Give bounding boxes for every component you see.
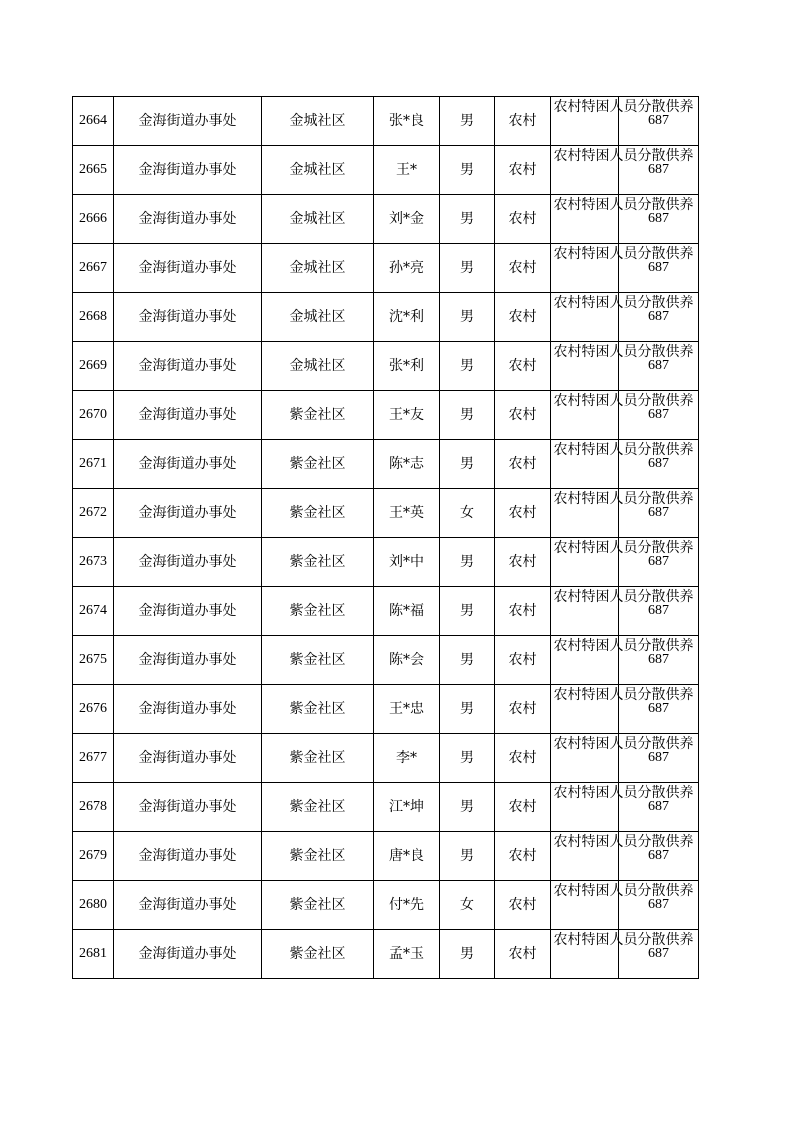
office-cell: 金海街道办事处: [114, 685, 262, 734]
person-name-cell: 陈*志: [374, 440, 440, 489]
amount-cell: 687: [619, 97, 699, 146]
amount-cell: 687: [619, 832, 699, 881]
table-row: [73, 293, 699, 342]
support-type-text: 农村特困人员分散供养: [553, 295, 694, 311]
row-number: 2679: [73, 832, 114, 881]
amount-cell: 687: [619, 587, 699, 636]
amount-cell: 687: [619, 734, 699, 783]
gender-cell: 男: [440, 930, 495, 979]
support-type-text: 农村特困人员分散供养: [553, 393, 694, 409]
gender-cell: 女: [440, 881, 495, 930]
office-cell: 金海街道办事处: [114, 195, 262, 244]
person-name-cell: 孟*玉: [374, 930, 440, 979]
table-row: [73, 244, 699, 293]
household-type-cell: 农村: [495, 440, 551, 489]
community-cell: 紫金社区: [262, 636, 374, 685]
community-cell: 紫金社区: [262, 783, 374, 832]
amount-cell: 687: [619, 930, 699, 979]
gender-cell: 男: [440, 832, 495, 881]
row-number: 2681: [73, 930, 114, 979]
person-name-cell: 王*友: [374, 391, 440, 440]
person-name-cell: 王*英: [374, 489, 440, 538]
row-number: 2671: [73, 440, 114, 489]
table-row: [73, 881, 699, 930]
person-name-cell: 王*忠: [374, 685, 440, 734]
person-name-cell: 王*: [374, 146, 440, 195]
table-row: [73, 391, 699, 440]
gender-cell: 女: [440, 489, 495, 538]
row-number: 2675: [73, 636, 114, 685]
amount-cell: 687: [619, 685, 699, 734]
amount-cell: 687: [619, 195, 699, 244]
amount-cell: 687: [619, 391, 699, 440]
community-cell: 金城社区: [262, 293, 374, 342]
household-type-cell: 农村: [495, 342, 551, 391]
office-cell: 金海街道办事处: [114, 146, 262, 195]
office-cell: 金海街道办事处: [114, 587, 262, 636]
office-cell: 金海街道办事处: [114, 391, 262, 440]
office-cell: 金海街道办事处: [114, 244, 262, 293]
row-number: 2667: [73, 244, 114, 293]
household-type-cell: 农村: [495, 244, 551, 293]
row-number: 2670: [73, 391, 114, 440]
table-row: [73, 440, 699, 489]
support-type-text: 农村特困人员分散供养: [553, 638, 694, 654]
gender-cell: 男: [440, 636, 495, 685]
household-type-cell: 农村: [495, 783, 551, 832]
gender-cell: 男: [440, 97, 495, 146]
row-number: 2672: [73, 489, 114, 538]
row-number: 2664: [73, 97, 114, 146]
person-name-cell: 张*利: [374, 342, 440, 391]
amount-cell: 687: [619, 244, 699, 293]
community-cell: 紫金社区: [262, 734, 374, 783]
row-number: 2680: [73, 881, 114, 930]
table-row: [73, 342, 699, 391]
person-name-cell: 刘*金: [374, 195, 440, 244]
community-cell: 紫金社区: [262, 391, 374, 440]
office-cell: 金海街道办事处: [114, 538, 262, 587]
amount-cell: 687: [619, 881, 699, 930]
support-type-text: 农村特困人员分散供养: [553, 785, 694, 801]
community-cell: 紫金社区: [262, 587, 374, 636]
gender-cell: 男: [440, 391, 495, 440]
support-type-text: 农村特困人员分散供养: [553, 540, 694, 556]
community-cell: 金城社区: [262, 195, 374, 244]
community-cell: 金城社区: [262, 244, 374, 293]
household-type-cell: 农村: [495, 489, 551, 538]
support-type-text: 农村特困人员分散供养: [553, 589, 694, 605]
table-row: [73, 832, 699, 881]
amount-cell: 687: [619, 440, 699, 489]
person-name-cell: 陈*会: [374, 636, 440, 685]
support-type-text: 农村特困人员分散供养: [553, 883, 694, 899]
amount-cell: 687: [619, 293, 699, 342]
gender-cell: 男: [440, 146, 495, 195]
support-type-text: 农村特困人员分散供养: [553, 736, 694, 752]
household-type-cell: 农村: [495, 538, 551, 587]
community-cell: 紫金社区: [262, 685, 374, 734]
support-type-text: 农村特困人员分散供养: [553, 687, 694, 703]
community-cell: 紫金社区: [262, 538, 374, 587]
table-row: [73, 195, 699, 244]
household-type-cell: 农村: [495, 293, 551, 342]
gender-cell: 男: [440, 685, 495, 734]
office-cell: 金海街道办事处: [114, 734, 262, 783]
office-cell: 金海街道办事处: [114, 881, 262, 930]
household-type-cell: 农村: [495, 881, 551, 930]
gender-cell: 男: [440, 734, 495, 783]
row-number: 2673: [73, 538, 114, 587]
amount-cell: 687: [619, 342, 699, 391]
row-number: 2677: [73, 734, 114, 783]
person-name-cell: 沈*利: [374, 293, 440, 342]
amount-cell: 687: [619, 783, 699, 832]
household-type-cell: 农村: [495, 146, 551, 195]
row-number: 2669: [73, 342, 114, 391]
support-type-text: 农村特困人员分散供养: [553, 442, 694, 458]
household-type-cell: 农村: [495, 97, 551, 146]
support-type-text: 农村特困人员分散供养: [553, 491, 694, 507]
gender-cell: 男: [440, 538, 495, 587]
table-row: [73, 489, 699, 538]
person-name-cell: 唐*良: [374, 832, 440, 881]
gender-cell: 男: [440, 783, 495, 832]
table-row: [73, 930, 699, 979]
amount-cell: 687: [619, 538, 699, 587]
table-row: [73, 538, 699, 587]
gender-cell: 男: [440, 293, 495, 342]
row-number: 2665: [73, 146, 114, 195]
community-cell: 紫金社区: [262, 440, 374, 489]
table-row: [73, 783, 699, 832]
amount-cell: 687: [619, 636, 699, 685]
table-row: [73, 734, 699, 783]
support-type-text: 农村特困人员分散供养: [553, 99, 694, 115]
person-name-cell: 付*先: [374, 881, 440, 930]
office-cell: 金海街道办事处: [114, 783, 262, 832]
person-name-cell: 孙*亮: [374, 244, 440, 293]
amount-cell: 687: [619, 146, 699, 195]
table-row: [73, 685, 699, 734]
table-row: [73, 587, 699, 636]
community-cell: 金城社区: [262, 146, 374, 195]
person-name-cell: 江*坤: [374, 783, 440, 832]
support-type-text: 农村特困人员分散供养: [553, 246, 694, 262]
household-type-cell: 农村: [495, 685, 551, 734]
office-cell: 金海街道办事处: [114, 342, 262, 391]
row-number: 2668: [73, 293, 114, 342]
community-cell: 金城社区: [262, 97, 374, 146]
gender-cell: 男: [440, 195, 495, 244]
gender-cell: 男: [440, 342, 495, 391]
gender-cell: 男: [440, 440, 495, 489]
office-cell: 金海街道办事处: [114, 97, 262, 146]
community-cell: 紫金社区: [262, 832, 374, 881]
gender-cell: 男: [440, 244, 495, 293]
support-type-text: 农村特困人员分散供养: [553, 197, 694, 213]
office-cell: 金海街道办事处: [114, 440, 262, 489]
row-number: 2678: [73, 783, 114, 832]
row-number: 2676: [73, 685, 114, 734]
table-row: [73, 97, 699, 146]
support-type-text: 农村特困人员分散供养: [553, 148, 694, 164]
support-type-text: 农村特困人员分散供养: [553, 344, 694, 360]
row-number: 2666: [73, 195, 114, 244]
community-cell: 紫金社区: [262, 489, 374, 538]
household-type-cell: 农村: [495, 195, 551, 244]
community-cell: 金城社区: [262, 342, 374, 391]
household-type-cell: 农村: [495, 587, 551, 636]
table-row: [73, 636, 699, 685]
household-type-cell: 农村: [495, 734, 551, 783]
household-type-cell: 农村: [495, 391, 551, 440]
person-name-cell: 刘*中: [374, 538, 440, 587]
gender-cell: 男: [440, 587, 495, 636]
person-name-cell: 陈*福: [374, 587, 440, 636]
community-cell: 紫金社区: [262, 881, 374, 930]
amount-cell: 687: [619, 489, 699, 538]
table-row: [73, 146, 699, 195]
office-cell: 金海街道办事处: [114, 832, 262, 881]
community-cell: 紫金社区: [262, 930, 374, 979]
office-cell: 金海街道办事处: [114, 636, 262, 685]
person-name-cell: 张*良: [374, 97, 440, 146]
household-type-cell: 农村: [495, 636, 551, 685]
records-table: [72, 96, 699, 979]
row-number: 2674: [73, 587, 114, 636]
office-cell: 金海街道办事处: [114, 489, 262, 538]
office-cell: 金海街道办事处: [114, 930, 262, 979]
person-name-cell: 李*: [374, 734, 440, 783]
household-type-cell: 农村: [495, 832, 551, 881]
office-cell: 金海街道办事处: [114, 293, 262, 342]
household-type-cell: 农村: [495, 930, 551, 979]
support-type-text: 农村特困人员分散供养: [553, 834, 694, 850]
records-table-body: [73, 97, 699, 979]
support-type-text: 农村特困人员分散供养: [553, 932, 694, 948]
